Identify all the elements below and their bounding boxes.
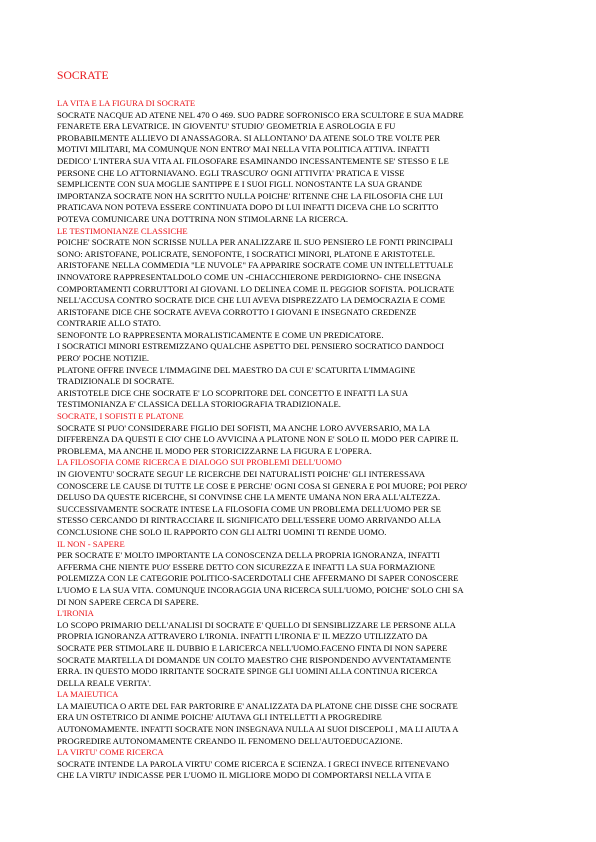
section-heading: L'IRONIA bbox=[57, 608, 94, 619]
paragraph: PER SOCRATE E' MOLTO IMPORTANTE LA CONOSCENZA DELLA PROPRIA IGNORANZA, INFATTI AFFERMA CHE NIENTE PUO' ESSERE DETTO CON SICUREZZA E INFATTI LA SUA FORMAZIONE POLEMIZZA CON LE CATEGORIE POLITICO-SACERDOTALI CHE AFFERMANO DI SAPER CONOSCERE L'UOMO E LA SUA VITA. COMUNQUE INCORAGGIA UNA RICERCA SULL'UOMO, POICHE' SOLO CHI SA DI NON SAPERE CERCA DI SAPERE. bbox=[57, 550, 464, 607]
paragraph: ARISTOTELE DICE CHE SOCRATE E' LO SCOPRITORE DEL CONCETTO E INFATTI LA SUA TESTIMONIANZA E' CLASSICA DELLA STORIOGRAFIA TRADIZIONALE. bbox=[57, 387, 409, 410]
document-body bbox=[57, 98, 546, 782]
document-title: SOCRATE bbox=[57, 69, 109, 82]
section-heading: IL NON - SAPERE bbox=[57, 538, 125, 549]
section-heading: SOCRATE, I SOFISTI E PLATONE bbox=[57, 411, 184, 422]
paragraph: SENOFONTE LO RAPPRESENTA MORALISTICAMENTE E COME UN PREDICATORE. bbox=[57, 329, 384, 340]
paragraph: SOCRATE INTENDE LA PAROLA VIRTU' COME RICERCA E SCIENZA. I GRECI INVECE RITENEVANO CHE LA VIRTU' INDICASSE PER L'UOMO IL MIGLIORE MODO DI COMPORTARSI NELLA VITA E bbox=[57, 758, 450, 781]
section-heading: LA VIRTU' COME RICERCA bbox=[57, 747, 164, 758]
paragraph: PLATONE OFFRE INVECE L'IMMAGINE DEL MAESTRO DA CUI E' SCATURITA L'IMMAGINE TRADIZIONALE DI SOCRATE. bbox=[57, 364, 416, 387]
paragraph: SOCRATE NACQUE AD ATENE NEL 470 O 469. SUO PADRE SOFRONISCO ERA SCULTORE E SUA MADRE FENARETE ERA LEVATRICE. IN GIOVENTU' STUDIO' GEOMETRIA E ASROLOGIA E FU PROBABILMENTE ALLIEVO DI ANASSAGORA. SI ALLONTANO' DA ATENE SOLO TRE VOLTE PER MOTIVI MILITARI, MA COMUNQUE NON ENTRO' MAI NELLA VITA POLITICA ATTIVA. INFATTI DEDICO' L'INTERA SUA VITA AL FILOSOFARE ESAMINANDO INCESSANTEMENTE SE' STESSO E LE PERSONE CHE LO ATTORNIAVANO. EGLI TRASCURO' OGNI ATTIVITA' PRATICA E VISSE SEMPLICENTE CON SUA MOGLIE SANTIPPE E I SUOI FIGLI. NONOSTANTE LA SUA GRANDE IMPORTANZA SOCRATE NON HA SCRITTO NULLA POICHE' RITENNE CHE LA FILOSOFIA CHE LUI PRATICAVA NON POTEVA ESSERE CONTINUATA DOPO DI LUI INFATTI DICEVA CHE LO SCRITTO POTEVA COMUNICARE UNA DOTTRINA NON STIMOLARNE LA RICERCA. bbox=[57, 109, 464, 224]
section-heading: LA MAIEUTICA bbox=[57, 689, 119, 700]
paragraph: IN GIOVENTU' SOCRATE SEGUI' LE RICERCHE DEI NATURALISTI POICHE' GLI INTERESSAVA CONOSCERE LE CAUSE DI TUTTE LE COSE E PERCHE' OGNI COSA SI GENERA E POI MUORE; POI PERO' DELUSO DA QUESTE RICERCHE, SI CONVINSE CHE LA MENTE UMANA NON ERA ALL'ALTEZZA. SUCCESSIVAMENTE SOCRATE INTESE LA FILOSOFIA COME UN PROBLEMA DELL'UOMO PER SE STESSO CERCANDO DI RINTRACCIARE IL SIGNIFICATO DELL'ESSERE UOMO ARRIVANDO ALLA CONCLUSIONE CHE SOLO IL RAPPORTO CON GLI ALTRI UOMINI TI RENDE UOMO. bbox=[57, 469, 468, 537]
section-heading: LA FILOSOFIA COME RICERCA E DIALOGO SUI PROBLEMI DELL'UOMO bbox=[57, 457, 342, 468]
paragraph: SOCRATE SI PUO' CONSIDERARE FIGLIO DEI SOFISTI, MA ANCHE LORO AVVERSARIO, MA LA DIFFERENZA DA QUESTI E CIO' CHE LO AVVICINA A PLATONE NON E' SOLO IL MODO PER CAPIRE IL PROBLEMA, MA ANCHE IL MODO PER STORICIZZARNE LA FIGURA E L'OPERA. bbox=[57, 422, 459, 456]
paragraph: LO SCOPO PRIMARIO DELL'ANALISI DI SOCRATE E' QUELLO DI SENSIBLIZZARE LE PERSONE ALLA PROPRIA IGNORANZA ATTRAVERO L'IRONIA. INFATTI L'IRONIA E' IL MEZZO UTILIZZATO DA SOCRATE PER STIMOLARE IL DUBBIO E LARICERCA NELL'UOMO.FACENO FINTA DI NON SAPERE SOCRATE MARTELLA DI DOMANDE UN COLTO MAESTRO CHE RISPONDENDO AVVENTATAMENTE ERRA. IN QUESTO MODO IRRITANTE SOCRATE SPINGE GLI UOMINI ALLA CONTINUA RICERCA DELLA REALE VERITA'. bbox=[57, 619, 456, 688]
paragraph: I SOCRATICI MINORI ESTREMIZZANO QUALCHE ASPETTO DEL PENSIERO SOCRATICO DANDOCI PERO' POCHE NOTIZIE. bbox=[57, 341, 444, 364]
section-heading: LE TESTIMONIANZE CLASSICHE bbox=[57, 225, 188, 236]
paragraph: LA MAIEUTICA O ARTE DEL FAR PARTORIRE E' ANALIZZATA DA PLATONE CHE DISSE CHE SOCRATE ERA UN OSTETRICO DI ANIME POICHE' AIUTAVA GLI INTELLETTI A PROGREDIRE AUTONOMAMENTE. INFATTI SOCRATE NON INSEGNAVA NULLA AI SUOI DISCEPOLI , MA LI AIUTA A PROGREDIRE AUTONOMAMENTE CREANDO IL FENOMENO DELL'AUTOEDUCAZIONE. bbox=[57, 700, 459, 746]
section-heading: LA VITA E LA FIGURA DI SOCRATE bbox=[57, 98, 196, 108]
paragraph: POICHE' SOCRATE NON SCRISSE NULLA PER ANALIZZARE IL SUO PENSIERO LE FONTI PRINCIPALI SONO: ARISTOFANE, POLICRATE, SENOFONTE, I SOCRATICI MINORI, PLATONE E ARISTOTELE. ARISTOFANE NELLA COMMEDIA "LE NUVOLE" FA APPARIRE SOCRATE COME UN INTELLETTUALE INNOVATORE RAPPRESENTALDOLO COME UN -CHIACCHIERONE PERDIGIORNO- CHE INSEGNA COMPORTAMENTI CORRUTTORI AI GIOVANI. LO DELINEA COME IL PEGGIOR SOFISTA. POLICRATE NELL'ACCUSA CONTRO SOCRATE DICE CHE LUI AVEVA DISPREZZATO LA DEMOCRAZIA E COME ARISTOFANE DICE CHE SOCRATE AVEVA CORROTTO I GIOVANI E INSEGNATO CREDENZE CONTRARIE ALLO STATO. bbox=[57, 237, 455, 329]
